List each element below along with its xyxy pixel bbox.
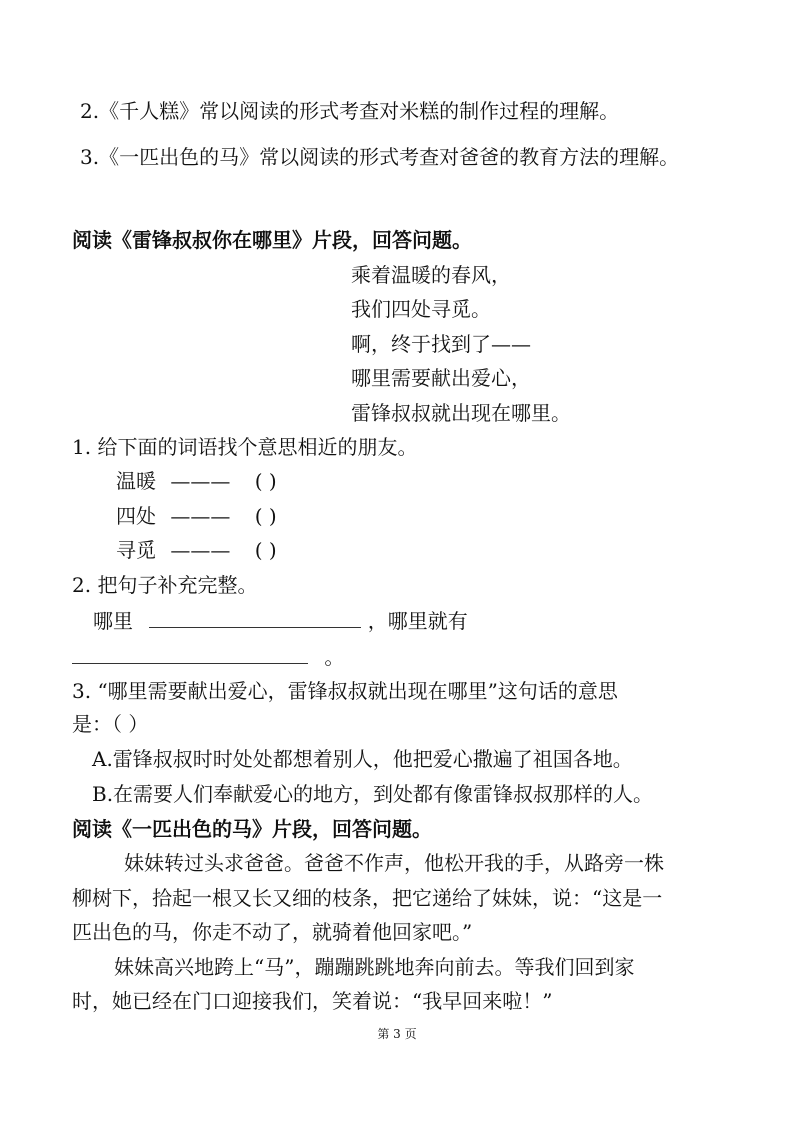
poem-line: 雷锋叔叔就出现在哪里。 — [351, 401, 571, 425]
answer-blank[interactable]: ( ) — [254, 504, 277, 528]
answer-blank[interactable]: ( ) — [254, 469, 277, 493]
passage-line: 时，她已经在门口迎接我们，笑着说：“我早回来啦！” — [72, 989, 553, 1013]
poem-line: 我们四处寻觅。 — [351, 297, 491, 321]
section-heading-horse: 阅读《一匹出色的马》片段，回答问题。 — [72, 817, 432, 841]
answer-blank[interactable]: ( ) — [254, 538, 277, 562]
question-3-prompt: 3. “哪里需要献出爱心，雷锋叔叔就出现在哪里”这句话的意思 — [72, 679, 618, 703]
dash: ——— — [170, 469, 231, 493]
passage-line: 妹妹转过头求爸爸。爸爸不作声，他松开我的手，从路旁一株 — [124, 851, 664, 875]
question-3-prompt-continued: 是：（ ） — [72, 712, 149, 736]
section-heading-leifeng: 阅读《雷锋叔叔你在哪里》片段，回答问题。 — [72, 228, 472, 252]
summary-item-3: 3.《一匹出色的马》常以阅读的形式考查对爸爸的教育方法的理解。 — [80, 145, 680, 169]
sentence-end: 。 — [324, 645, 345, 669]
summary-item-2: 2.《千人糕》常以阅读的形式考查对米糕的制作过程的理解。 — [80, 99, 620, 123]
sentence-start: 哪里 — [93, 609, 133, 633]
page-number: 第 3 页 — [377, 1027, 417, 1041]
fill-blank-1[interactable] — [149, 607, 361, 628]
word: 温暖 — [116, 469, 156, 493]
dash: ——— — [170, 538, 231, 562]
question-2-prompt: 2. 把句子补充完整。 — [72, 573, 258, 597]
fill-sentence-line-2 — [72, 643, 344, 670]
word: 寻觅 — [116, 538, 156, 562]
option-a[interactable]: A.雷锋叔叔时时处处都想着别人，他把爱心撒遍了祖国各地。 — [92, 747, 633, 771]
question-1-prompt: 1. 给下面的词语找个意思相近的朋友。 — [72, 435, 418, 459]
passage-line: 妹妹高兴地跨上“马”，蹦蹦跳跳地奔向前去。等我们回到家 — [114, 955, 635, 979]
poem-line: 乘着温暖的春风， — [351, 263, 511, 287]
sentence-middle: ，哪里就有 — [367, 609, 468, 633]
dash: ——— — [170, 504, 231, 528]
option-b[interactable]: B.在需要人们奉献爱心的地方，到处都有像雷锋叔叔那样的人。 — [92, 782, 654, 806]
poem-line: 哪里需要献出爱心， — [351, 366, 531, 390]
passage-line: 柳树下，拾起一根又长又细的枝条，把它递给了妹妹，说：“这是一 — [72, 886, 663, 910]
word-row — [116, 468, 277, 494]
poem-line: 啊，终于找到了—— — [351, 332, 531, 356]
word-row — [116, 503, 277, 529]
word-row — [116, 537, 277, 563]
word: 四处 — [116, 504, 156, 528]
fill-sentence-line-1 — [93, 607, 468, 634]
fill-blank-2[interactable] — [72, 643, 308, 664]
passage-line: 匹出色的马，你走不动了，就骑着他回家吧。” — [72, 920, 473, 944]
